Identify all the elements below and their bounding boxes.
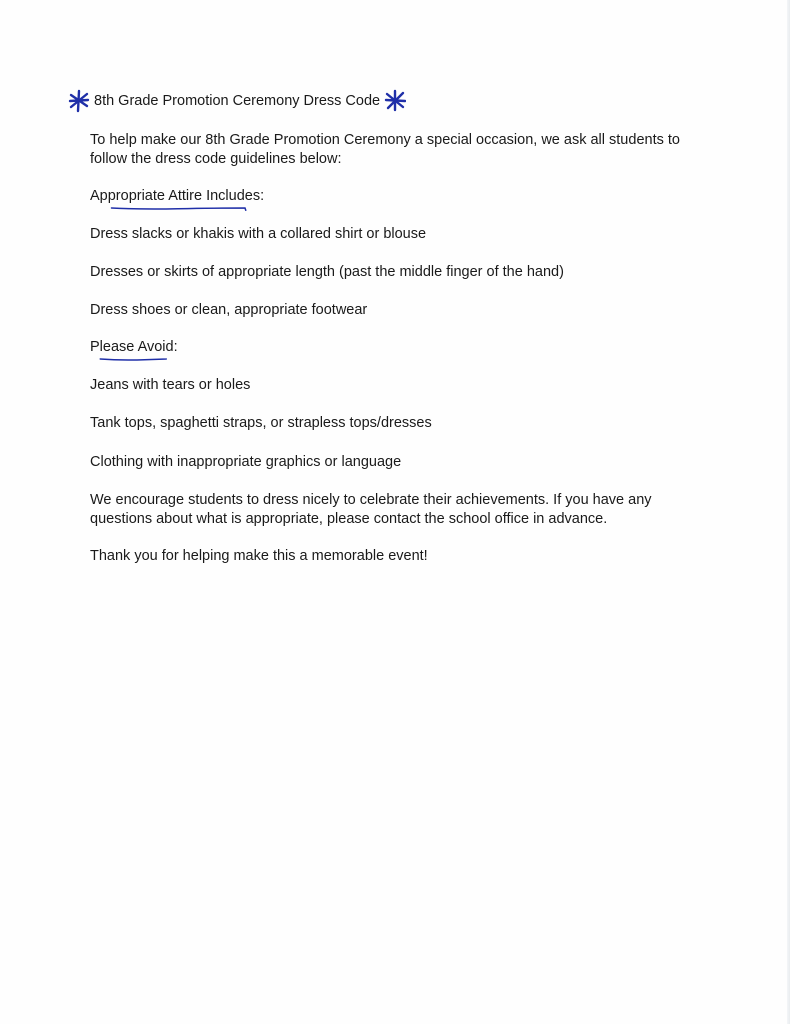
list-item: Tank tops, spaghetti straps, or strapless tops/dresses — [90, 415, 432, 431]
list-item: Dress shoes or clean, appropriate footwear — [90, 302, 368, 318]
asterisk-star-icon — [68, 89, 90, 113]
list-item: Dress slacks or khakis with a collared shirt or blouse — [90, 226, 427, 242]
asterisk-star-icon — [384, 89, 406, 113]
list-item: Clothing with inappropriate graphics or language — [90, 454, 402, 470]
please-avoid-heading-text: Please Avoid: — [90, 339, 178, 355]
appropriate-attire-heading — [90, 187, 264, 206]
closing-paragraph: We encourage students to dress nicely to celebrate their achievements. If you have any questions about what is appropriate, please contact the school office in advance. — [90, 492, 652, 527]
title-row — [68, 88, 406, 114]
ink-underline — [88, 205, 270, 211]
please-avoid-heading — [90, 338, 178, 357]
appropriate-attire-heading-text: Appropriate Attire Includes: — [90, 188, 265, 204]
document-title: 8th Grade Promotion Ceremony Dress Code — [94, 93, 381, 109]
list-item: Dresses or skirts of appropriate length (past the middle finger of the hand) — [90, 264, 564, 280]
list-item: Jeans with tears or holes — [90, 377, 251, 393]
thanks-line: Thank you for helping make this a memorable event! — [90, 548, 428, 564]
ink-underline — [88, 356, 180, 362]
intro-paragraph: To help make our 8th Grade Promotion Ceremony a special occasion, we ask all students to follow the dress code guidelines below: — [90, 132, 680, 167]
